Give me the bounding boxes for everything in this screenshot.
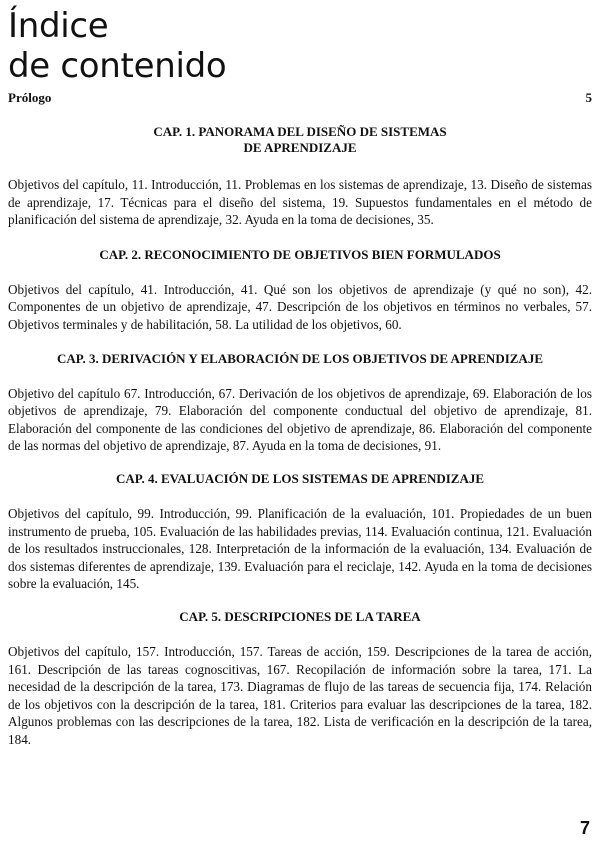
- chapter-1-section: [8, 124, 592, 229]
- page-number: 7: [579, 818, 590, 838]
- chapter-1-heading: [8, 124, 592, 156]
- toc-entry-prologue: [8, 90, 592, 106]
- prologue-page-number: 5: [585, 90, 592, 105]
- chapter-2-heading-line1: CAP. 2. RECONOCIMIENTO DE OBJETIVOS BIEN FORMULADOS: [99, 246, 501, 262]
- chapter-5-contents: Objetivos del capítulo, 157. Introducción, 157. Tareas de acción, 159. Descripciones de la tarea de acción, 161. Descripción de las tareas cognoscitivas, 167. Recopilación de información sobre la tarea, 171. La necesidad de la descripción de la tarea, 173. Diagramas de flujo de las tareas de secuencia fija, 174. Relación de los objetivos con la descripción de la tarea, 181. Criterios para evaluar las descripciones de la tarea, 182. Algunos problemas con las descripciones de la tarea, 182. Lista de verificación en la descripción de la tarea, 184.: [8, 643, 592, 747]
- chapter-4-heading: [8, 471, 592, 487]
- chapter-1-contents: Objetivos del capítulo, 11. Introducción, 11. Problemas en los sistemas de aprendizaje, 13. Diseño de sistemas de aprendizaje, 17. Técnicas para el diseño del sistema, 19. Supuestos fundamentales en el método de planificación del sistema de aprendizaje, 32. Ayuda en la toma de decisiones, 35.: [8, 177, 592, 228]
- prologue-label: Prólogo: [8, 90, 52, 105]
- chapter-5-heading-line1: CAP. 5. DESCRIPCIONES DE LA TAREA: [179, 608, 421, 624]
- chapter-2-heading: [8, 247, 592, 263]
- chapter-3-heading: [8, 351, 592, 367]
- chapter-5-section: [8, 609, 592, 749]
- chapter-3-contents: Objetivo del capítulo 67. Introducción, 67. Derivación de los objetivos de aprendizaje, 69. Elaboración de los objetivos de aprendizaje, 79. Elaboración del componente conductual del objetivo de aprendizaje, 81. Elaboración del componente de las condiciones del objetivo de aprendizaje, 86. Elaboración del componente de las normas del objetivo de aprendizaje, 87. Ayuda en la toma de decisiones, 91.: [8, 385, 592, 454]
- page-title: [8, 6, 592, 86]
- chapter-4-section: [8, 471, 592, 593]
- chapter-2-section: [8, 247, 592, 334]
- page-title-line2: de contenido: [8, 46, 227, 86]
- chapter-4-contents: Objetivos del capítulo, 99. Introducción, 99. Planificación de la evaluación, 101. Propiedades de un buen instrumento de prueba, 105. Evaluación de las habilidades previas, 114. Evaluación continua, 121. Evaluación de los resultados instruccionales, 128. Interpretación de la información de la evaluación, 134. Evaluación de dos sistemas diferentes de aprendizaje, 139. Evaluación para el reciclaje, 142. Ayuda en la toma de decisiones sobre la evaluación, 145.: [8, 505, 592, 592]
- chapter-5-heading: [8, 609, 592, 625]
- chapter-2-contents: Objetivos del capítulo, 41. Introducción, 41. Qué son los objetivos de aprendizaje (y qué no son), 42. Componentes de un objetivo de aprendizaje, 47. Descripción de los objetivos en términos no verbales, 57. Objetivos terminales y de habilitación, 58. La utilidad de los objetivos, 60.: [8, 281, 592, 332]
- chapter-1-heading-line1: CAP. 1. PANORAMA DEL DISEÑO DE SISTEMAS: [153, 124, 447, 139]
- chapter-4-heading-line1: CAP. 4. EVALUACIÓN DE LOS SISTEMAS DE APRENDIZAJE: [115, 470, 485, 486]
- page-title-line1: Índice: [8, 6, 109, 46]
- chapter-1-heading-line2: DE APRENDIZAJE: [243, 140, 357, 155]
- chapter-3-section: [8, 351, 592, 455]
- chapter-3-heading-line1: CAP. 3. DERIVACIÓN Y ELABORACIÓN DE LOS OBJETIVOS DE APRENDIZAJE: [56, 350, 543, 366]
